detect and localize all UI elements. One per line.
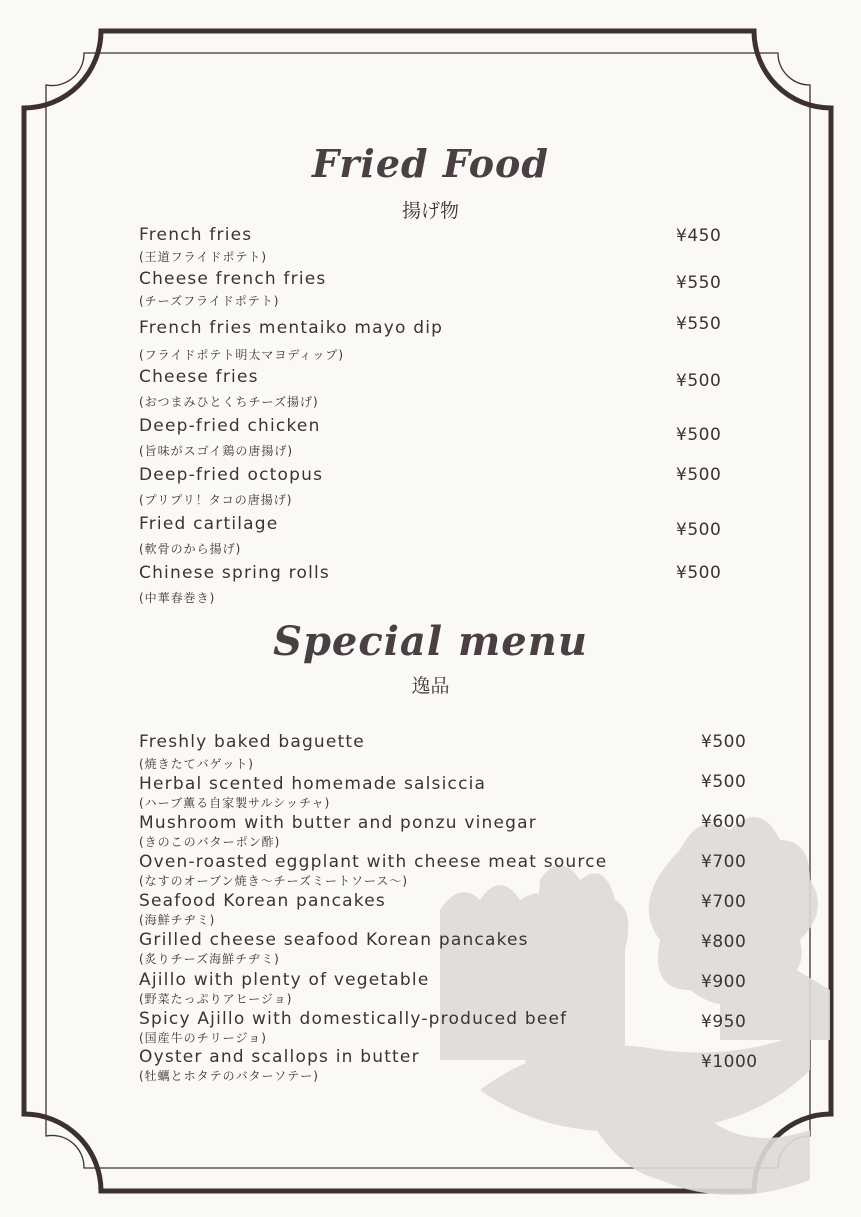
section-subtitle-fried-food: 揚げ物	[401, 200, 459, 222]
menu-item	[139, 367, 319, 410]
item-japanese-name: (中華春巻き)	[139, 591, 216, 605]
item-japanese-name: (チーズフライドポテト)	[139, 294, 280, 308]
item-price: ¥1000	[701, 1052, 758, 1072]
item-japanese-name: (なすのオーブン焼き～チーズミートソース～)	[139, 874, 409, 888]
menu-item	[139, 813, 537, 850]
menu-item	[139, 465, 323, 508]
item-name: Ajillo with plenty of vegetable	[139, 970, 430, 990]
item-name: Freshly baked baguette	[139, 732, 365, 752]
item-price: ¥550	[676, 314, 722, 334]
item-name: French fries	[139, 225, 253, 245]
item-price: ¥500	[676, 520, 722, 540]
menu-item	[139, 891, 386, 928]
menu-item	[139, 1009, 567, 1046]
item-price: ¥500	[676, 465, 722, 485]
item-japanese-name: (野菜たっぷりアヒージョ)	[139, 992, 293, 1006]
item-price: ¥700	[701, 892, 747, 912]
menu-item	[139, 732, 365, 772]
menu-item	[139, 852, 607, 889]
item-price: ¥800	[701, 932, 747, 952]
item-japanese-name: (海鮮チヂミ)	[139, 913, 216, 927]
menu-item	[139, 774, 486, 811]
menu-item	[139, 225, 267, 265]
item-japanese-name: (ハーブ薫る自家製サルシッチャ)	[139, 796, 331, 810]
item-name: Chinese spring rolls	[139, 563, 330, 583]
item-name: Deep-fried chicken	[139, 416, 321, 436]
item-price: ¥500	[701, 772, 747, 792]
item-name: Grilled cheese seafood Korean pancakes	[139, 930, 529, 950]
item-price: ¥500	[676, 425, 722, 445]
item-japanese-name: (牡蠣とホタテのバターソテー)	[139, 1069, 319, 1083]
item-price: ¥950	[701, 1012, 747, 1032]
item-name: Cheese french fries	[139, 269, 327, 289]
item-name: Seafood Korean pancakes	[139, 891, 386, 911]
item-japanese-name: (フライドポテト明太マヨディップ)	[139, 348, 345, 362]
item-name: Mushroom with butter and ponzu vinegar	[139, 813, 537, 833]
item-price: ¥500	[676, 563, 722, 583]
item-price: ¥900	[701, 972, 747, 992]
section-title-special-menu: Special menu	[273, 618, 588, 665]
section-subtitle-special-menu: 逸品	[411, 675, 450, 697]
item-name: French fries mentaiko mayo dip	[139, 318, 444, 338]
item-name: Deep-fried octopus	[139, 465, 324, 485]
item-japanese-name: (軟骨のから揚げ)	[139, 542, 242, 556]
menu-item	[139, 930, 529, 967]
menu-item	[139, 1047, 420, 1084]
item-name: Fried cartilage	[139, 514, 279, 534]
menu-item	[139, 563, 330, 606]
item-name: Oyster and scallops in butter	[139, 1047, 420, 1067]
item-japanese-name: (おつまみひとくちチーズ揚げ)	[139, 395, 319, 409]
item-name: Oven-roasted eggplant with cheese meat source	[139, 852, 608, 872]
item-name: Spicy Ajillo with domestically-produced beef	[139, 1009, 568, 1029]
menu-item	[139, 318, 443, 363]
menu-item	[139, 269, 326, 309]
item-price: ¥550	[676, 273, 722, 293]
item-price: ¥500	[701, 732, 747, 752]
item-price: ¥500	[676, 371, 722, 391]
menu-item	[139, 970, 430, 1007]
item-japanese-name: (きのこのバターポン酢)	[139, 835, 281, 849]
item-price: ¥600	[701, 812, 747, 832]
item-japanese-name: (プリプリ！タコの唐揚げ)	[139, 493, 293, 507]
item-japanese-name: (旨味がスゴイ鶏の唐揚げ)	[139, 444, 294, 458]
section-title-fried-food: Fried Food	[312, 141, 549, 186]
item-japanese-name: (炙りチーズ海鮮チヂミ)	[139, 952, 280, 966]
menu-item	[139, 514, 278, 557]
item-japanese-name: (国産牛のチリージョ)	[139, 1031, 267, 1045]
item-japanese-name: (王道フライドポテト)	[139, 250, 268, 264]
menu-item	[139, 416, 321, 459]
item-price: ¥700	[701, 852, 747, 872]
item-japanese-name: (焼きたてバゲット)	[139, 757, 254, 771]
item-name: Herbal scented homemade salsiccia	[139, 774, 487, 794]
item-name: Cheese fries	[139, 367, 259, 387]
item-price: ¥450	[676, 226, 722, 246]
